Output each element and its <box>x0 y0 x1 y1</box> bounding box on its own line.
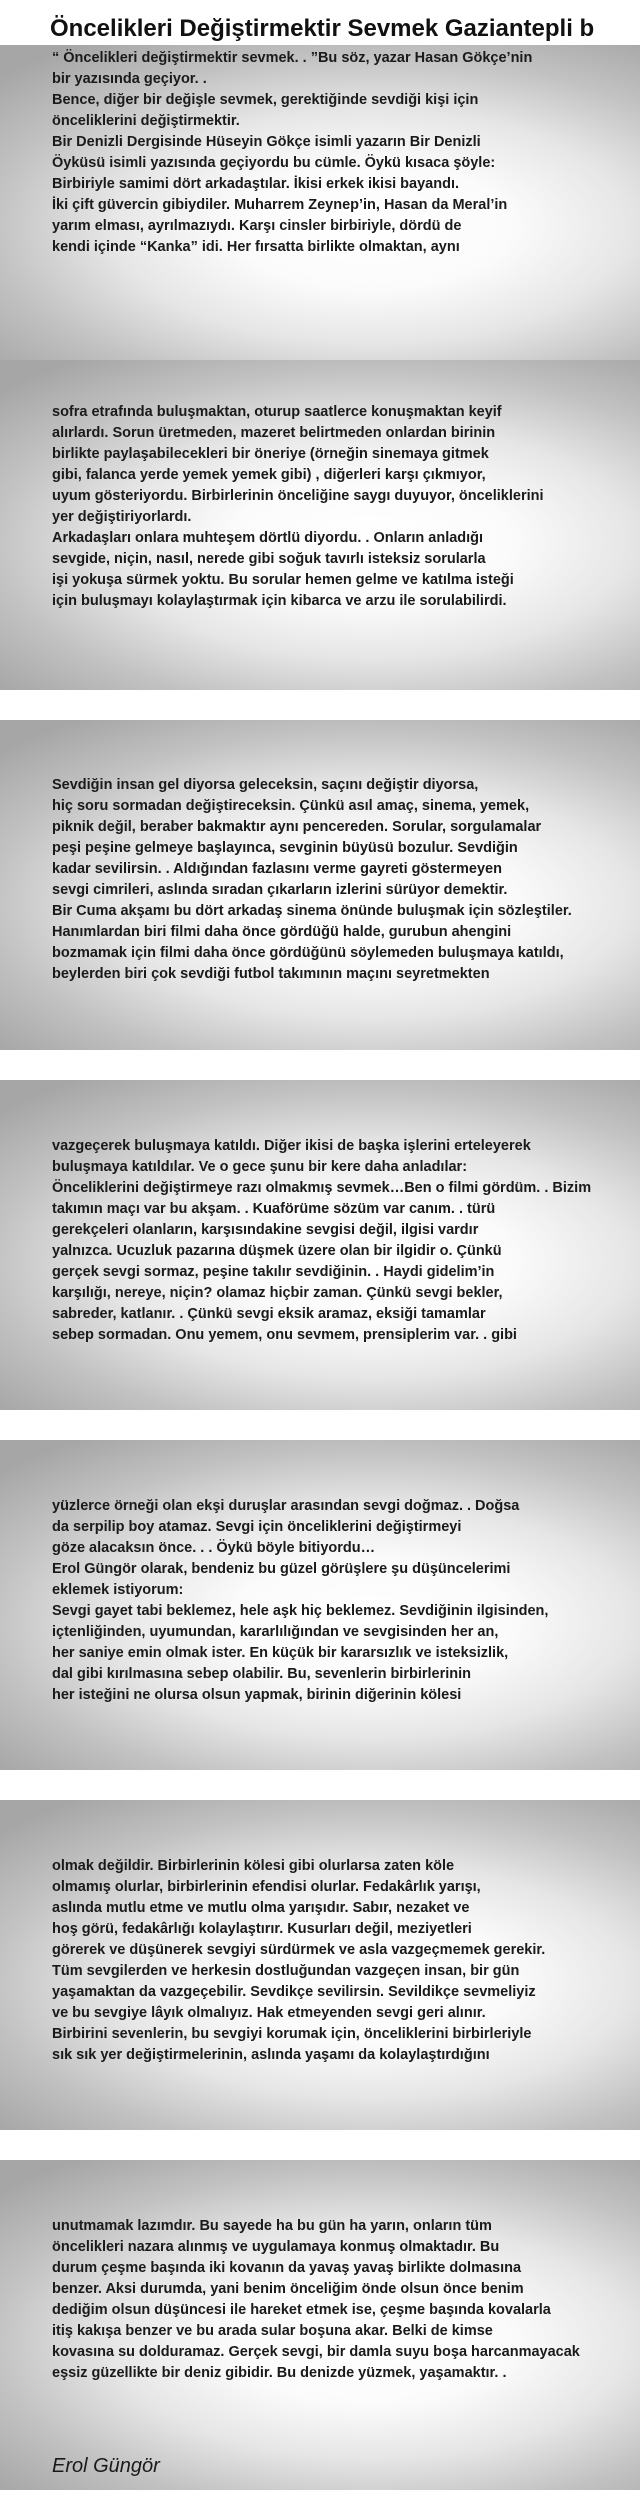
poem-line: yalnızca. Ucuzluk pazarına düşmek üzere olan bir ilgidir o. Çünkü <box>52 1243 502 1259</box>
poem-panel-1 <box>0 45 640 375</box>
poem-line: öncelikleri nazara alınmış ve uygulamaya konmuş olmaktadır. Bu <box>52 2239 500 2255</box>
poem-line: Önceliklerini değiştirmeye razı olmakmış sevmek…Ben o filmi gördüm. . Bizim <box>52 1180 592 1196</box>
poem-line: eklemek istiyorum: <box>52 1582 184 1598</box>
poem-text-block <box>52 1856 640 2066</box>
poem-line: sevgi cimrileri, aslında sıradan çıkarların izlerini sürüyor demektir. <box>52 882 508 898</box>
poem-line: takımın maçı var bu akşam. . Kuaförüme sözüm var canım. . türü <box>52 1201 496 1217</box>
poem-line: Arkadaşları onlara muhteşem dörtlü diyordu. . Onların anladığı <box>52 530 484 546</box>
poem-line: hiç soru sormadan değiştireceksin. Çünkü asıl amaç, sinema, yemek, <box>52 798 530 814</box>
poem-line: da serpilip boy atamaz. Sevgi için önceliklerini değiştirmeyi <box>52 1519 462 1535</box>
poem-line: yarım elması, ayrılmazıydı. Karşı cinsler birbiriyle, dördü de <box>52 218 462 234</box>
poem-line: bir yazısında geçiyor. . <box>52 71 207 87</box>
poem-line: önceliklerini değiştirmektir. <box>52 113 240 129</box>
poem-line: Birbiriyle samimi dört arkadaştılar. İkisi erkek ikisi bayandı. <box>52 176 460 192</box>
poem-line: piknik değil, beraber bakmaktır aynı pencereden. Sorular, sorgulamalar <box>52 819 542 835</box>
poem-line: Hanımlardan biri filmi daha önce gördüğü halde, gurubun ahengini <box>52 924 512 940</box>
page-title: Öncelikleri Değiştirmektir Sevmek Gaziantepli b <box>50 15 595 42</box>
poem-text-block <box>52 2216 640 2384</box>
poem-line: kendi içinde “Kanka” idi. Her fırsatta birlikte olmaktan, aynı <box>52 239 460 255</box>
poem-line: Erol Güngör olarak, bendeniz bu güzel görüşlere şu düşüncelerimi <box>52 1561 511 1577</box>
poem-text-block <box>52 775 640 985</box>
poem-line: beylerden biri çok sevdiği futbol takımının maçını seyretmekten <box>52 966 490 982</box>
poem-line: Sevdiğin insan gel diyorsa geleceksin, saçını değiştir diyorsa, <box>52 777 479 793</box>
poem-line: sofra etrafında buluşmaktan, oturup saatlerce konuşmaktan keyif <box>52 404 502 420</box>
poem-line: yüzlerce örneği olan ekşi duruşlar arasından sevgi doğmaz. . Doğsa <box>52 1498 520 1514</box>
poem-line: dal gibi kırılmasına sebep olabilir. Bu, sevenlerin birbirlerinin <box>52 1666 472 1682</box>
poem-line: sevgide, niçin, nasıl, nerede gibi soğuk tavırlı isteksiz sorularla <box>52 551 486 567</box>
poem-line: her isteğini ne olursa olsun yapmak, birinin diğerinin kölesi <box>52 1687 462 1703</box>
poem-line: gerçek sevgi sormaz, peşine takılır sevdiğinin. . Haydi gidelim’in <box>52 1264 495 1280</box>
poem-panel-4 <box>0 1080 640 1410</box>
poem-panel-2 <box>0 360 640 690</box>
poem-line: Bir Denizli Dergisinde Hüseyin Gökçe isimli yazarın Bir Denizli <box>52 134 481 150</box>
poem-line: için buluşmayı kolaylaştırmak için kibarca ve arzu ile sorulabilirdi. <box>52 593 507 609</box>
poem-line: alırlardı. Sorun üretmeden, mazeret belirtmeden onlardan birinin <box>52 425 496 441</box>
poem-line: bozmamak için filmi daha önce gördüğünü söylemeden buluşmaya katıldı, <box>52 945 564 961</box>
poem-line: olmamış olurlar, birbirlerinin efendisi olurlar. Fedakârlık yarışı, <box>52 1879 481 1895</box>
poem-line: karşılığı, nereye, niçin? olamaz hiçbir zaman. Çünkü sevgi bekler, <box>52 1285 503 1301</box>
poem-line: Sevgi gayet tabi beklemez, hele aşk hiç beklemez. Sevdiğinin ilgisinden, <box>52 1603 549 1619</box>
poem-line: Bence, diğer bir değişle sevmek, gerektiğinde sevdiği kişi için <box>52 92 479 108</box>
poem-line: işi yokuşa sürmek yoktu. Bu sorular hemen gelme ve katılma isteği <box>52 572 514 588</box>
poem-line: Bir Cuma akşamı bu dört arkadaş sinema önünde buluşmak için sözleştiler. <box>52 903 572 919</box>
poem-line: dediğim olsun düşüncesi ile hareket etmek ise, çeşme başında kovalarla <box>52 2302 551 2318</box>
poem-panel-6 <box>0 1800 640 2130</box>
poem-line: “ Öncelikleri değiştirmektir sevmek. . ”Bu söz, yazar Hasan Gökçe’nin <box>52 50 533 66</box>
poem-line: hoş görü, fedakârlığı kolaylaştırır. Kusurları değil, meziyetleri <box>52 1921 472 1937</box>
poem-line: İki çift güvercin gibiydiler. Muharrem Zeynep’in, Hasan da Meral’in <box>52 197 508 213</box>
poem-line: durum çeşme başında iki kovanın da yavaş yavaş birlikte dolmasına <box>52 2260 522 2276</box>
author-name: Erol Güngör <box>52 2455 160 2477</box>
poem-panel-5 <box>0 1440 640 1770</box>
poem-line: gerekçeleri olanların, karşısındakine sevgisi değil, ilgisi vardır <box>52 1222 479 1238</box>
poem-line: kadar sevilirsin. . Aldığından fazlasını verme gayreti göstermeyen <box>52 861 502 877</box>
poem-line: göze alacaksın önce. . . Öykü böyle bitiyordu… <box>52 1540 376 1556</box>
poem-line: benzer. Aksi durumda, yani benim önceliğim önde olsun önce benim <box>52 2281 524 2297</box>
poem-line: peşi peşine gelmeye başlayınca, sevginin büyüsü bozulur. Sevdiğin <box>52 840 518 856</box>
poem-line: uyum gösteriyordu. Birbirlerinin önceliğine saygı duyuyor, önceliklerini <box>52 488 544 504</box>
poem-text-block <box>52 48 640 258</box>
poem-text-block <box>52 402 640 612</box>
poem-text-block <box>52 1136 640 1346</box>
poem-panel-7 <box>0 2160 640 2490</box>
poem-line: sabreder, katlanır. . Çünkü sevgi eksik aramaz, eksiği tamamlar <box>52 1306 486 1322</box>
poem-line: olmak değildir. Birbirlerinin kölesi gibi olurlarsa zaten köle <box>52 1858 455 1874</box>
poem-line: itiş kakışa benzer ve bu arada sular boşuna akar. Belki de kimse <box>52 2323 493 2339</box>
poem-line: ve bu sevgiye lâyık olmalıyız. Hak etmeyenden sevgi geri alınır. <box>52 2005 486 2021</box>
poem-line: içtenliğinden, uyumundan, kararlılığından ve sevgisinden her an, <box>52 1624 499 1640</box>
poem-line: unutmamak lazımdır. Bu sayede ha bu gün ha yarın, onların tüm <box>52 2218 492 2234</box>
poem-line: sebep sormadan. Onu yemem, onu sevmem, prensiplerim var. . gibi <box>52 1327 517 1343</box>
poem-line: gibi, falanca yerde yemek yemek gibi) , diğerleri karşı çıkmıyor, <box>52 467 486 483</box>
poem-text-block <box>52 1496 640 1706</box>
poem-line: buluşmaya katıldılar. Ve o gece şunu bir kere daha anladılar: <box>52 1159 468 1175</box>
poem-line: görerek ve düşünerek sevgiyi sürdürmek ve asla vazgeçmemek gerekir. <box>52 1942 546 1958</box>
poem-line: birlikte paylaşabilecekleri bir öneriye (örneğin sinemaya gitmek <box>52 446 489 462</box>
poem-line: Birbirini sevenlerin, bu sevgiyi korumak için, önceliklerini birbirleriyle <box>52 2026 532 2042</box>
poem-line: Tüm sevgilerden ve herkesin dostluğundan vazgeçen insan, bir gün <box>52 1963 520 1979</box>
poem-line: kovasına su dolduramaz. Gerçek sevgi, bir damla suyu boşa harcanmayacak <box>52 2344 580 2360</box>
poem-line: yer değiştiriyorlardı. <box>52 509 192 525</box>
poem-line: sık sık yer değiştirmelerinin, aslında yaşamı da kolaylaştırdığını <box>52 2047 490 2063</box>
poem-line: Öyküsü isimli yazısında geçiyordu bu cümle. Öykü kısaca şöyle: <box>52 155 496 171</box>
poem-line: yaşamaktan da vazgeçebilir. Sevdikçe sevilirsin. Sevildikçe sevmeliyiz <box>52 1984 536 2000</box>
poem-line: her saniye emin olmak ister. En küçük bir kararsızlık ve isteksizlik, <box>52 1645 509 1661</box>
poem-panel-3 <box>0 720 640 1050</box>
poem-line: eşsiz güzellikte bir deniz gibidir. Bu denizde yüzmek, yaşamaktır. . <box>52 2365 507 2381</box>
poem-line: vazgeçerek buluşmaya katıldı. Diğer ikisi de başka işlerini erteleyerek <box>52 1138 531 1154</box>
poem-line: aslında mutlu etme ve mutlu olma yarışıdır. Sabır, nezaket ve <box>52 1900 470 1916</box>
